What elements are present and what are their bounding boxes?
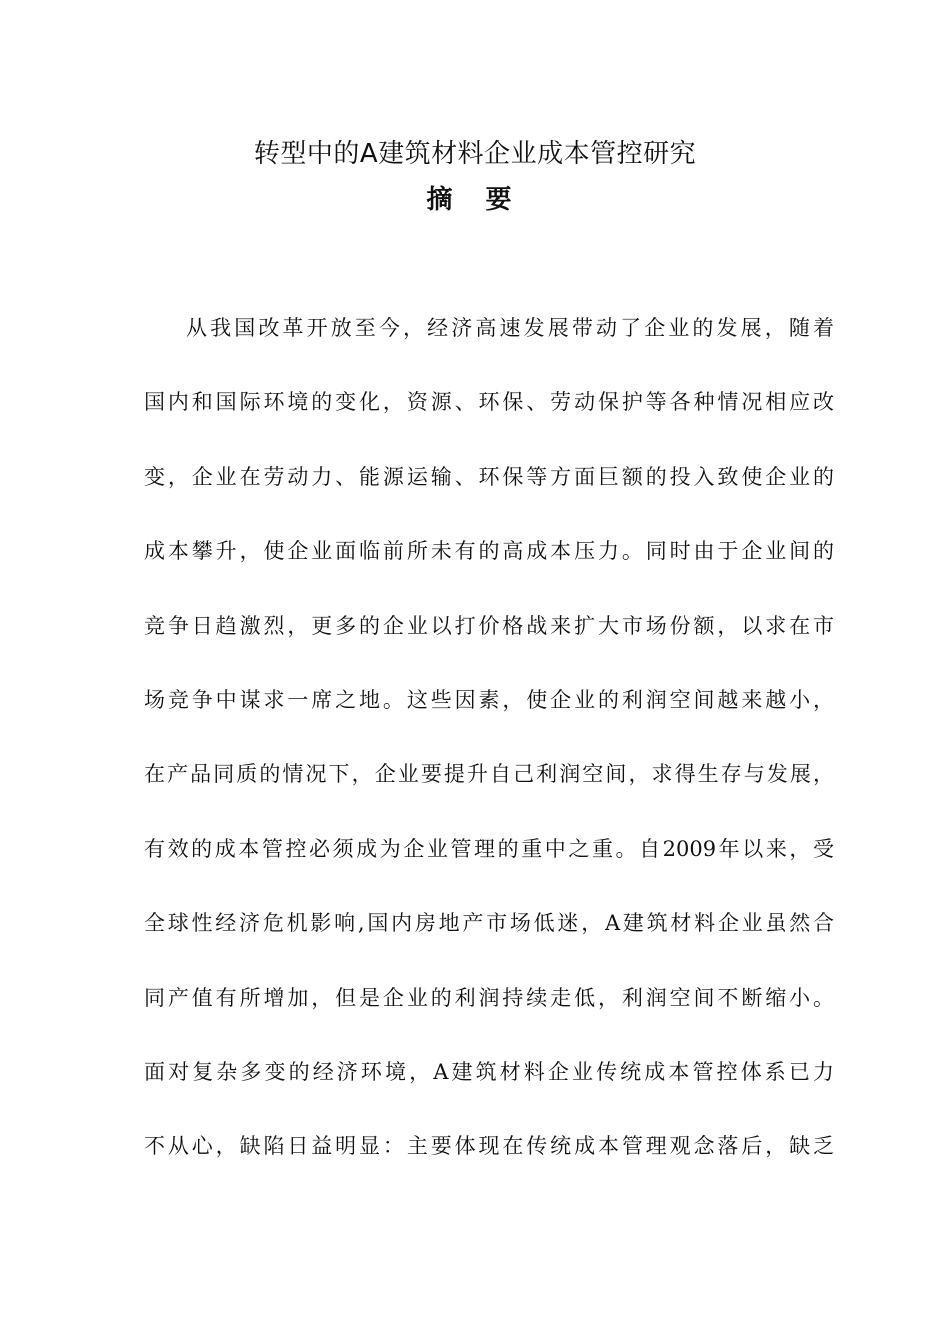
abstract-line: 面对复杂多变的经济环境，A建筑材料企业传统成本管控体系已力 — [144, 1059, 834, 1084]
abstract-line: 场竞争中谋求一席之地。这些因素，使企业的利润空间越来越小， — [144, 687, 834, 712]
abstract-line: 国内和国际环境的变化，资源、环保、劳动保护等各种情况相应改 — [144, 390, 834, 415]
abstract-heading: 摘 要 — [426, 185, 524, 215]
abstract-line: 从我国改革开放至今，经济高速发展带动了企业的发展，随着 — [186, 316, 834, 340]
abstract-body — [144, 307, 834, 1200]
abstract-line: 同产值有所增加，但是企业的利润持续走低，利润空间不断缩小。 — [144, 985, 834, 1010]
abstract-line: 竞争日趋激烈，更多的企业以打价格战来扩大市场份额，以求在市 — [144, 613, 834, 638]
abstract-line: 全球性经济危机影响,国内房地产市场低迷，A建筑材料企业虽然合 — [144, 911, 834, 936]
abstract-line: 成本攀升，使企业面临前所未有的高成本压力。同时由于企业间的 — [144, 539, 834, 564]
abstract-line: 有效的成本管控必须成为企业管理的重中之重。自2009年以来，受 — [144, 836, 834, 861]
abstract-line: 在产品同质的情况下，企业要提升自己利润空间，求得生存与发展， — [144, 762, 834, 787]
abstract-line: 不从心，缺陷日益明显：主要体现在传统成本管理观念落后，缺乏 — [144, 1134, 834, 1159]
document-title: 转型中的A建筑材料企业成本管控研究 — [253, 139, 697, 169]
abstract-line: 变，企业在劳动力、能源运输、环保等方面巨额的投入致使企业的 — [144, 464, 834, 489]
